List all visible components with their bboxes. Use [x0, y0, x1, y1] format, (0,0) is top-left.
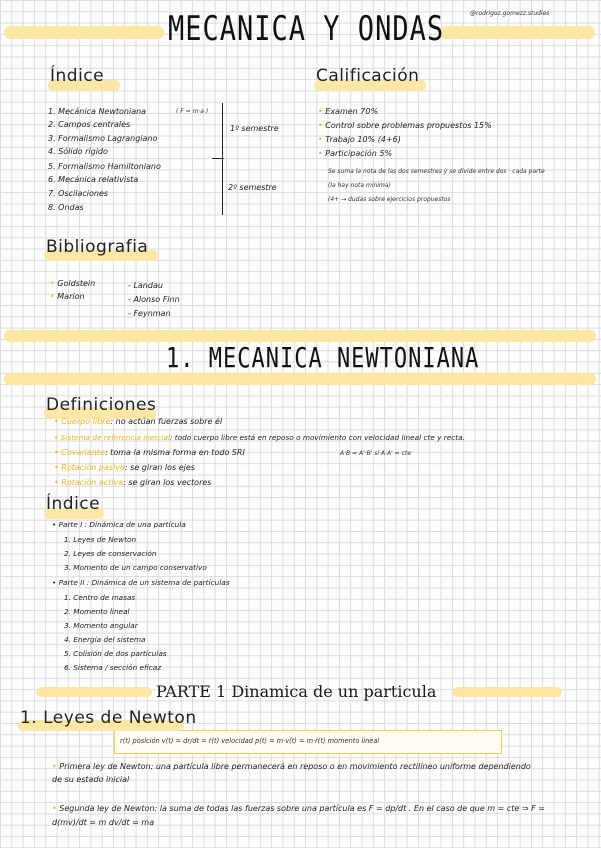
- list-item: • Participación 5%: [318, 149, 393, 158]
- calificacion-note: (4+ → dudas sobre ejercicios propuestos: [328, 196, 451, 203]
- list-item: 3. Formalismo Lagrangiano: [48, 134, 158, 143]
- book-item: - Feynman: [128, 309, 171, 318]
- parte-title: PARTE 1 Dinamica de un particula: [156, 682, 437, 701]
- definition-formula: A·B = A'·B' si A·A' = cte: [340, 450, 411, 457]
- list-item: 1. Centro de masas: [64, 593, 136, 602]
- list-item: 2. Leyes de conservación: [64, 549, 157, 558]
- calificacion-note: (la hay nota mínima): [328, 182, 391, 189]
- list-item: • Control sobre problemas propuestos 15%: [318, 121, 492, 130]
- list-item: 4. Energía del sistema: [64, 635, 146, 644]
- list-item: • Trabajo 10% (4+6): [318, 135, 401, 144]
- part-heading: • Parte I : Dinámica de una partícula: [52, 520, 186, 529]
- segunda-ley: • Segunda ley de Newton: la suma de todas las fuerzas sobre una partícula es F = dp/dt . En el caso de que m = cte ⇒ F = d(mv)/dt = m dv/dt = ma: [52, 804, 545, 827]
- list-item: 1. Leyes de Newton: [64, 535, 137, 544]
- parte-bar-left: [36, 687, 152, 697]
- book-item: • Marion: [50, 292, 85, 301]
- list-item: 2. Campos centrales: [48, 120, 131, 129]
- indice-heading: Índice: [50, 66, 105, 86]
- list-item: 3. Momento de un campo conservativo: [64, 563, 207, 572]
- newton-note: ( F = m·a ): [176, 108, 209, 115]
- list-item: 3. Momento angular: [64, 621, 138, 630]
- section-bar-bottom: [4, 373, 596, 385]
- formula-text: r(t) posición v(t) = dr/dt = ṙ(t) velocidad p(t) = m·v(t) = m·ṙ(t) momento lineal: [120, 737, 380, 745]
- definition-item: • Cuerpo libre: no actúan fuerzas sobre él: [54, 417, 223, 426]
- book-item: - Landau: [128, 281, 163, 290]
- definiciones-heading: Definiciones: [46, 395, 157, 415]
- section-title: 1. MECANICA NEWTONIANA: [166, 343, 480, 375]
- list-item: 6. Sistema / sección eficaz: [64, 663, 162, 672]
- title-highlight-left: [4, 26, 164, 39]
- list-item: 5. Colisión de dos partículas: [64, 649, 167, 658]
- title-highlight-right: [440, 26, 595, 39]
- list-item: • Examen 70%: [318, 107, 379, 116]
- book-item: - Alonso Finn: [128, 295, 180, 304]
- page-title: MECANICA Y ONDAS: [168, 10, 445, 49]
- leyes-heading: 1. Leyes de Newton: [20, 708, 197, 728]
- section-bar-top: [4, 330, 596, 342]
- definition-item: • Rotación activa: se giran los vectores: [54, 478, 212, 487]
- bibliografia-heading: Bibliografia: [46, 237, 149, 257]
- list-item: 6. Mecánica relativista: [48, 175, 139, 184]
- definition-item: • Covariante: toma la misma forma en todo SRI: [54, 448, 245, 457]
- list-item: 1. Mecánica Newtoniana: [48, 107, 147, 116]
- book-item: • Goldstein: [50, 279, 96, 288]
- calificacion-note: Se suma la nota de las dos semestres y se divide entre dos · cada parte: [328, 168, 545, 175]
- definition-item: • Sistema de referencia inercial: todo cuerpo libre está en reposo o movimiento con velocidad lineal cte y recta.: [54, 433, 465, 442]
- list-item: 2. Momento lineal: [64, 607, 130, 616]
- definition-item: • Rotación pasiva: se giran los ejes: [54, 463, 195, 472]
- indice2-heading: Índice: [46, 494, 101, 514]
- list-item: 5. Formalismo Hamiltoniano: [48, 162, 161, 171]
- list-item: 8. Ondas: [48, 203, 84, 212]
- semester-2: 2º semestre: [228, 183, 277, 192]
- list-item: 7. Oscilaciones: [48, 189, 109, 198]
- list-item: 4. Sólido rígido: [48, 147, 108, 156]
- author-tag: @rodrigoz.gomezz.studies: [470, 10, 550, 17]
- parte-bar-right: [452, 687, 562, 697]
- part-heading: • Parte II : Dinámica de un sistema de partículas: [52, 578, 230, 587]
- primera-ley: • Primera ley de Newton: una partícula libre permanecerá en reposo o en movimiento rectilíneo uniforme dependiendo de su estado inicial: [52, 762, 531, 784]
- bracket-line: [222, 103, 223, 215]
- semester-1: 1º semestre: [230, 124, 279, 133]
- bracket-divider: [212, 158, 224, 159]
- calificacion-heading: Calificación: [316, 66, 420, 86]
